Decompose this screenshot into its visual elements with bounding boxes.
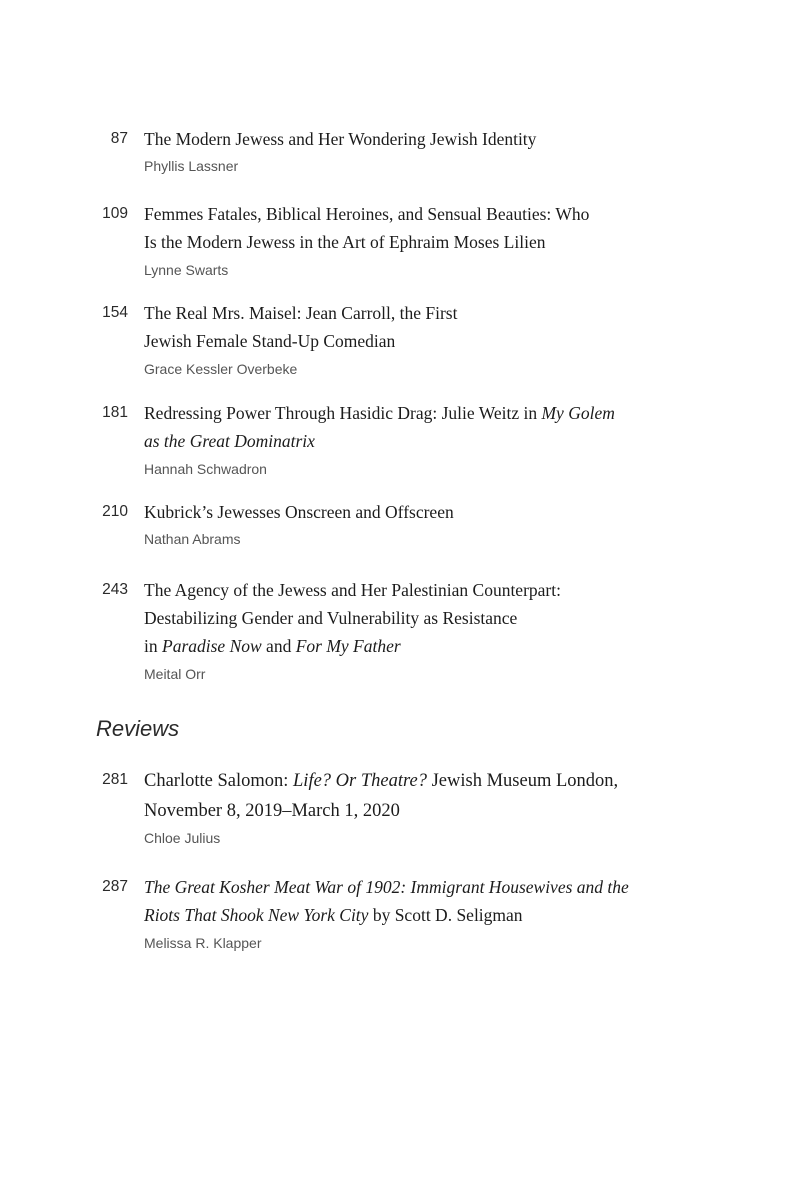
title-segment-italic: Paradise Now (162, 636, 262, 656)
title-segment-italic: For My Father (295, 636, 401, 656)
title-line (144, 427, 664, 455)
title-line (144, 901, 664, 929)
title-segment: in (144, 636, 162, 656)
reviews-heading: Reviews (96, 716, 180, 741)
entry-title (144, 125, 664, 153)
title-line (144, 766, 664, 796)
entry-title (144, 576, 664, 660)
author-name: Lynne Swarts (144, 262, 229, 278)
page-number: 281 (102, 771, 128, 788)
author-name: Phyllis Lassner (144, 158, 239, 174)
entry-title (144, 399, 664, 455)
title-line (144, 873, 664, 901)
title-line (144, 228, 664, 256)
title-segment: Jewish Museum London, (426, 771, 619, 791)
title-segment: Is the Modern Jewess in the Art of Ephraim Moses Lilien (144, 232, 546, 252)
page-number: 109 (102, 205, 128, 222)
title-line (144, 299, 664, 327)
title-line (144, 796, 664, 826)
author-name: Melissa R. Klapper (144, 935, 262, 951)
author-name: Chloe Julius (144, 830, 221, 846)
title-line (144, 327, 664, 355)
page-number: 287 (102, 878, 128, 895)
title-segment-italic: My Golem (541, 403, 615, 423)
page-number: 210 (102, 503, 128, 520)
entry-title (144, 498, 664, 526)
title-segment-italic: Life? Or Theatre? (293, 771, 427, 791)
title-line (144, 632, 664, 660)
title-line (144, 125, 664, 153)
title-line (144, 200, 664, 228)
author-name: Grace Kessler Overbeke (144, 361, 298, 377)
entry-title (144, 873, 664, 929)
author-name: Nathan Abrams (144, 531, 241, 547)
entry-title (144, 766, 664, 826)
title-segment: Destabilizing Gender and Vulnerability as Resistance (144, 608, 518, 628)
title-segment: Kubrick’s Jewesses Onscreen and Offscreen (144, 502, 454, 522)
title-segment-italic: Riots That Shook New York City (144, 905, 369, 925)
author-name: Hannah Schwadron (144, 461, 267, 477)
title-segment: The Real Mrs. Maisel: Jean Carroll, the First (144, 303, 458, 323)
title-segment: The Modern Jewess and Her Wondering Jewish Identity (144, 129, 537, 149)
page-number: 243 (102, 581, 128, 598)
title-line (144, 576, 664, 604)
title-segment: Femmes Fatales, Biblical Heroines, and Sensual Beauties: Who (144, 204, 590, 224)
title-segment: Jewish Female Stand-Up Comedian (144, 331, 396, 351)
title-segment: The Agency of the Jewess and Her Palestinian Counterpart: (144, 580, 561, 600)
title-segment-italic: The Great Kosher Meat War of 1902: Immigrant Housewives and the (144, 877, 629, 897)
title-segment: Charlotte Salomon: (144, 771, 294, 791)
title-segment: by Scott D. Seligman (368, 905, 523, 925)
title-segment: November 8, 2019–March 1, 2020 (144, 801, 400, 821)
title-line (144, 498, 664, 526)
title-segment: Redressing Power Through Hasidic Drag: Julie Weitz in (144, 403, 542, 423)
entry-title (144, 200, 664, 256)
page-number: 87 (110, 130, 128, 147)
title-line (144, 399, 664, 427)
page-number: 154 (102, 304, 128, 321)
author-name: Meital Orr (144, 666, 206, 682)
title-segment: and (261, 636, 296, 656)
title-line (144, 604, 664, 632)
entry-title (144, 299, 664, 355)
page-number: 181 (102, 404, 128, 421)
title-segment-italic: as the Great Dominatrix (144, 431, 315, 451)
